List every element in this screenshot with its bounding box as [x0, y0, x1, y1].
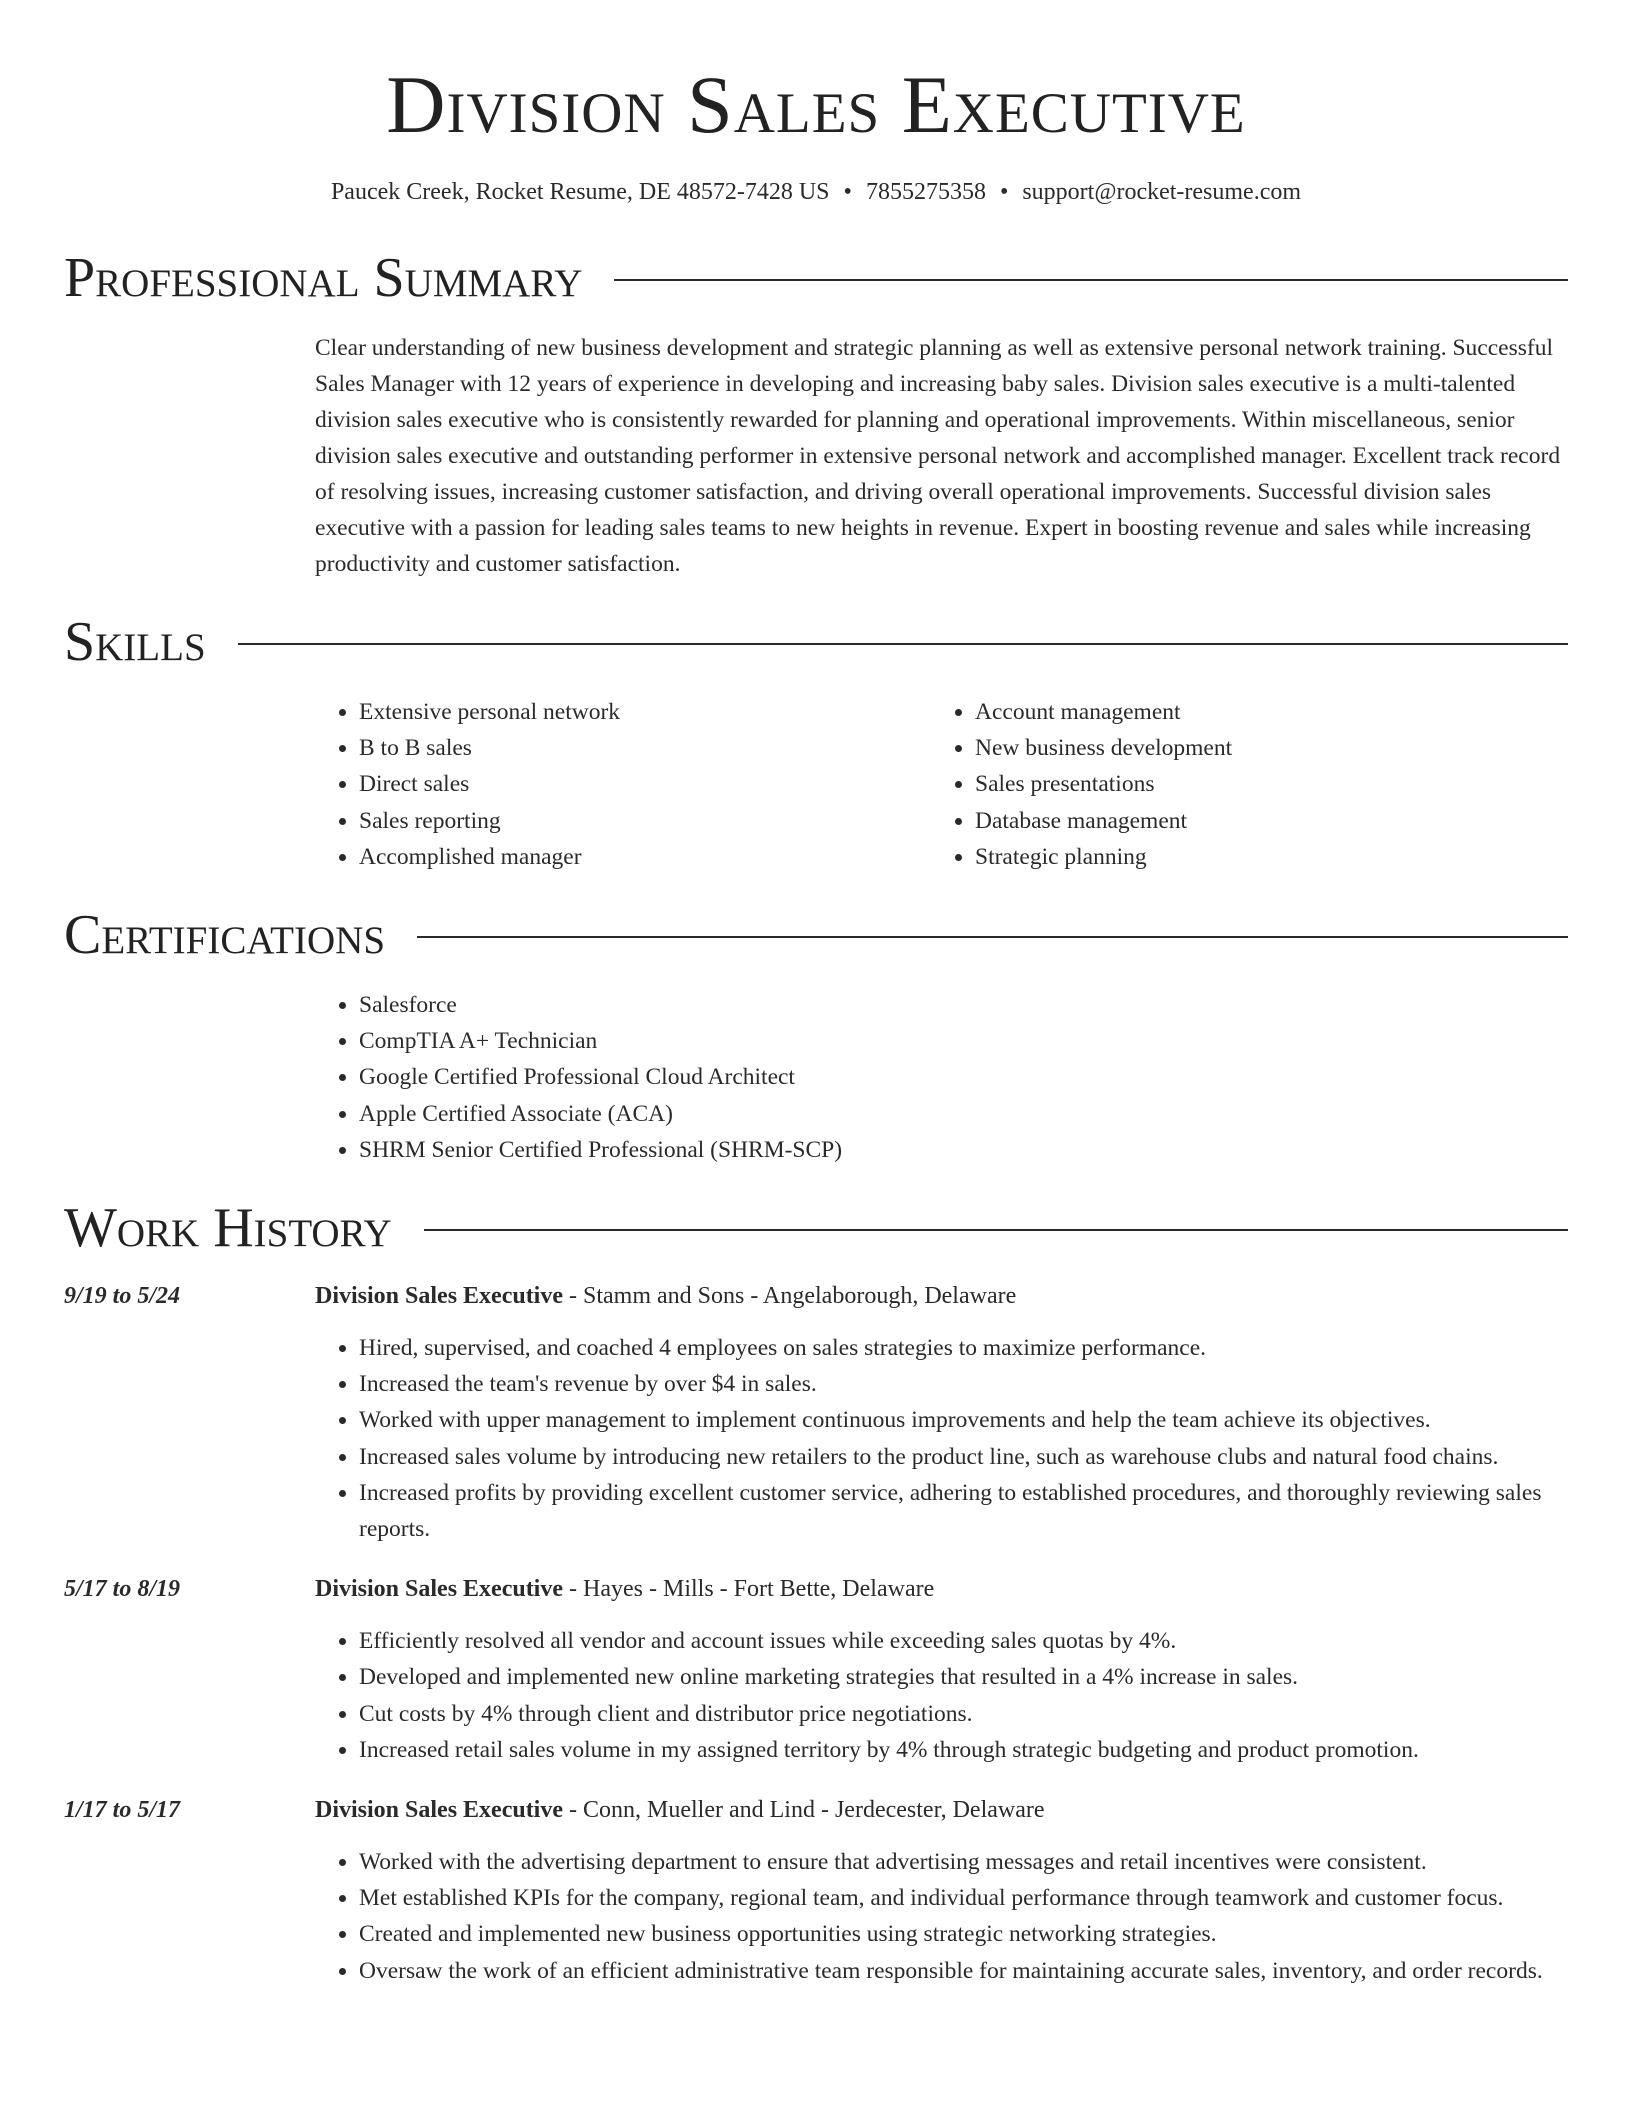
- certifications-list: [315, 987, 1568, 1168]
- skills-section-header: [64, 610, 1568, 674]
- job-entry: [64, 1792, 1568, 1989]
- work-history-list: [64, 1278, 1568, 1989]
- phone-text: 7855275358: [865, 179, 986, 205]
- certifications-items: [315, 987, 1568, 1168]
- page-title: Division Sales Executive: [386, 59, 1246, 150]
- job-dates: 1/17 to 5/17: [64, 1797, 181, 1824]
- job-dates: 9/19 to 5/24: [64, 1283, 181, 1310]
- job-entry: [64, 1278, 1568, 1547]
- separator: •: [999, 179, 1009, 205]
- job-bullets: [315, 1330, 1568, 1547]
- contact-line: [64, 176, 1568, 208]
- certification-item: • Salesforce: [359, 987, 1568, 1023]
- skills-column-left: [315, 694, 931, 875]
- job-bullet: • Worked with upper management to implement continuous improvements and help the team achieve its objectives.: [359, 1402, 1568, 1438]
- skills-left-list: [315, 694, 931, 875]
- certification-item: • CompTIA A+ Technician: [359, 1023, 1568, 1059]
- job-bullet: • Oversaw the work of an efficient administrative team responsible for maintaining accurate sales, inventory, and order records.: [359, 1953, 1568, 1989]
- job-title: Division Sales Executive: [315, 1797, 564, 1824]
- job-bullet: • Increased the team's revenue by over $4 in sales.: [359, 1366, 1568, 1402]
- job-title-line: [315, 1571, 1568, 1607]
- skill-right-item: • Strategic planning: [975, 839, 1547, 875]
- skill-left-item: • B to B sales: [359, 730, 931, 766]
- separator: •: [843, 179, 852, 205]
- job-title: Division Sales Executive: [315, 1576, 564, 1603]
- certifications-heading: Certifications: [64, 904, 386, 967]
- certification-item: • Apple Certified Associate (ACA): [359, 1096, 1568, 1132]
- job-bullet: • Increased retail sales volume in my assigned territory by 4% through strategic budgeting and product promotion.: [359, 1732, 1568, 1768]
- job-title-line: [315, 1278, 1568, 1314]
- job-body: [315, 1792, 1568, 1989]
- skill-left-item: • Sales reporting: [359, 803, 931, 839]
- job-bullet: • Worked with the advertising department to ensure that advertising messages and retail incentives were consistent.: [359, 1844, 1568, 1880]
- job-dates: 5/17 to 8/19: [64, 1576, 181, 1603]
- job-employer-location: - Conn, Mueller and Lind - Jerdecester, Delaware: [563, 1797, 1045, 1824]
- skill-right-item: • Sales presentations: [975, 766, 1547, 802]
- work-history-section-header: [64, 1196, 1568, 1260]
- job-bullet: • Increased profits by providing excellent customer service, adhering to established procedures, and thoroughly reviewing sales reports.: [359, 1475, 1568, 1547]
- section-divider: [417, 936, 1568, 938]
- skill-right-item: • Database management: [975, 803, 1547, 839]
- section-divider: [424, 1229, 1568, 1231]
- job-bullet: • Hired, supervised, and coached 4 employees on sales strategies to maximize performance.: [359, 1330, 1568, 1366]
- job-bullet: • Increased sales volume by introducing new retailers to the product line, such as warehouse clubs and natural food chains.: [359, 1439, 1568, 1475]
- certification-item: • SHRM Senior Certified Professional (SHRM-SCP): [359, 1132, 1568, 1168]
- certification-item: • Google Certified Professional Cloud Architect: [359, 1059, 1568, 1095]
- job-bullet: • Developed and implemented new online marketing strategies that resulted in a 4% increase in sales.: [359, 1659, 1568, 1695]
- job-bullets: [315, 1623, 1568, 1768]
- skill-left-item: • Direct sales: [359, 766, 931, 802]
- certifications-section-header: [64, 903, 1568, 967]
- section-divider: [238, 643, 1568, 645]
- skill-left-item: • Extensive personal network: [359, 694, 931, 730]
- address-text: Paucek Creek, Rocket Resume, DE 48572-7428 US: [330, 179, 830, 205]
- skills-heading: Skills: [64, 611, 206, 673]
- skill-right-item: • New business development: [975, 730, 1547, 766]
- skills-list: [315, 694, 1568, 875]
- email-link[interactable]: support@rocket-resume.com: [1022, 179, 1302, 205]
- job-bullets: [315, 1844, 1568, 1989]
- job-title-line: [315, 1792, 1568, 1828]
- job-employer-location: - Stamm and Sons - Angelaborough, Delaware: [563, 1283, 1017, 1310]
- skill-left-item: • Accomplished manager: [359, 839, 931, 875]
- skills-right-list: [931, 694, 1547, 875]
- job-body: [315, 1278, 1568, 1547]
- job-title: Division Sales Executive: [315, 1283, 564, 1310]
- job-bullet: • Efficiently resolved all vendor and account issues while exceeding sales quotas by 4%.: [359, 1623, 1568, 1659]
- skills-column-right: [931, 694, 1547, 875]
- job-entry: [64, 1571, 1568, 1768]
- skill-right-item: • Account management: [975, 694, 1547, 730]
- job-bullet: • Cut costs by 4% through client and distributor price negotiations.: [359, 1696, 1568, 1732]
- summary-text: Clear understanding of new business development and strategic planning as well as extensive personal network training. Successful Sales Manager with 12 years of experience in developing and increasing baby sales. Division sales executive is a multi-talented division sales executive who is consistently rewarded for planning and operational improvements. Within miscellaneous, senior division sales executive and outstanding performer in extensive personal network and accomplished manager. Excellent track record of resolving issues, increasing customer satisfaction, and driving overall operational improvements. Successful division sales executive with a passion for leading sales teams to new heights in revenue. Expert in boosting revenue and sales while increasing productivity and customer satisfaction.: [315, 335, 1561, 577]
- work-history-heading: Work History: [64, 1197, 392, 1260]
- job-bullet: • Created and implemented new business opportunities using strategic networking strategies.: [359, 1916, 1568, 1952]
- section-divider: [614, 279, 1568, 281]
- job-body: [315, 1571, 1568, 1768]
- summary-section-header: [64, 246, 1568, 310]
- job-employer-location: - Hayes - Mills - Fort Bette, Delaware: [563, 1576, 935, 1603]
- job-bullet: • Met established KPIs for the company, regional team, and individual performance through teamwork and customer focus.: [359, 1880, 1568, 1916]
- summary-heading: Professional Summary: [64, 247, 583, 309]
